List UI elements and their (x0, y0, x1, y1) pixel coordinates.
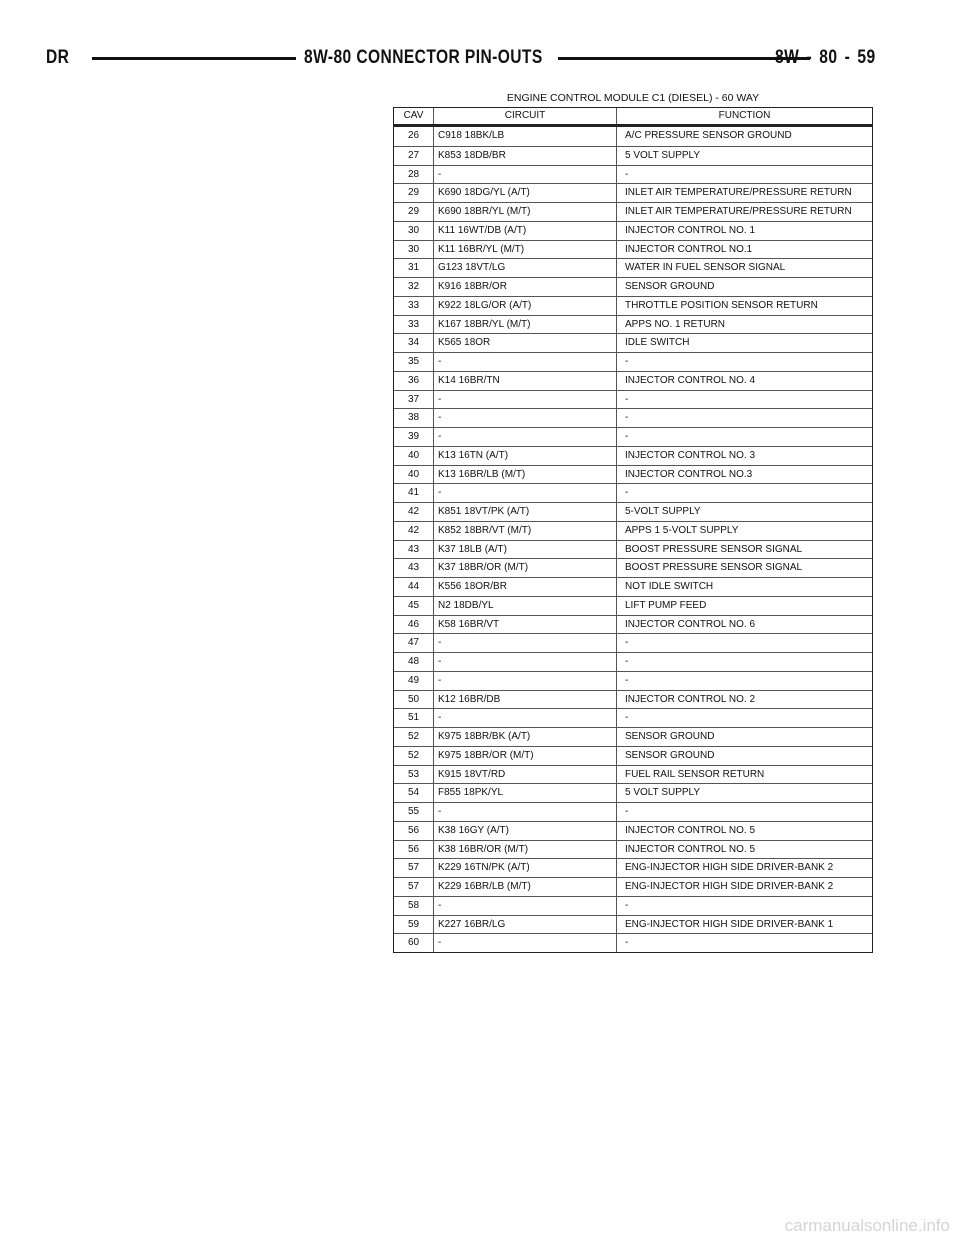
cav-cell: 36 (394, 372, 434, 390)
circuit-cell: K565 18OR (434, 334, 617, 352)
function-cell: INJECTOR CONTROL NO.1 (625, 243, 753, 255)
header-rule-right (558, 57, 810, 60)
table-row (394, 652, 872, 671)
cav-cell: 33 (394, 297, 434, 315)
function-cell: INJECTOR CONTROL NO. 4 (625, 374, 756, 386)
table-header-row (394, 108, 872, 127)
function-cell: - (625, 899, 629, 911)
circuit-cell: - (434, 166, 617, 184)
circuit-cell: K852 18BR/VT (M/T) (434, 522, 617, 540)
circuit-cell: K556 18OR/BR (434, 578, 617, 596)
cav-cell: 60 (394, 934, 434, 952)
table-row (394, 296, 872, 315)
cav-cell: 35 (394, 353, 434, 371)
function-cell: INLET AIR TEMPERATURE/PRESSURE RETURN (625, 187, 852, 199)
function-cell: ENG-INJECTOR HIGH SIDE DRIVER-BANK 1 (625, 918, 834, 930)
cav-cell: 33 (394, 316, 434, 334)
table-row (394, 821, 872, 840)
function-cell: NOT IDLE SWITCH (625, 581, 714, 592)
table-row (394, 446, 872, 465)
cav-cell: 32 (394, 278, 434, 296)
circuit-cell: K690 18DG/YL (A/T) (434, 184, 617, 202)
cav-cell: 52 (394, 747, 434, 765)
table-row (394, 915, 872, 934)
cav-cell: 59 (394, 916, 434, 934)
function-cell: 5 VOLT SUPPLY (625, 787, 701, 799)
cav-cell: 38 (394, 409, 434, 427)
table-row (394, 315, 872, 334)
function-cell: ENG-INJECTOR HIGH SIDE DRIVER-BANK 2 (625, 881, 834, 892)
circuit-cell: N2 18DB/YL (434, 597, 617, 615)
circuit-cell: K13 16BR/LB (M/T) (434, 466, 617, 484)
cav-cell: 26 (394, 127, 434, 146)
function-cell: ENG-INJECTOR HIGH SIDE DRIVER-BANK 2 (625, 862, 834, 874)
watermark: carmanualsonline.info (784, 1216, 950, 1235)
table-row (394, 746, 872, 765)
cav-cell: 42 (394, 522, 434, 540)
cav-cell: 52 (394, 728, 434, 746)
function-cell: 5 VOLT SUPPLY (625, 149, 701, 161)
function-cell: SENSOR GROUND (625, 731, 715, 742)
function-cell: SENSOR GROUND (625, 281, 715, 292)
table-row (394, 690, 872, 709)
function-cell: INJECTOR CONTROL NO. 6 (625, 618, 756, 630)
cav-cell: 58 (394, 897, 434, 915)
cav-cell: 30 (394, 222, 434, 240)
function-cell: - (625, 656, 629, 667)
table-row (394, 765, 872, 784)
table-row (394, 333, 872, 352)
function-cell: - (625, 393, 629, 405)
circuit-cell: K975 18BR/BK (A/T) (434, 728, 617, 746)
function-cell: APPS 1 5-VOLT SUPPLY (625, 524, 739, 536)
function-cell: - (625, 487, 629, 499)
function-cell: - (625, 168, 629, 180)
circuit-cell: K13 16TN (A/T) (434, 447, 617, 465)
function-cell: INLET AIR TEMPERATURE/PRESSURE RETURN (625, 206, 852, 217)
circuit-cell: K853 18DB/BR (434, 147, 617, 165)
table-row (394, 390, 872, 409)
circuit-cell: K12 16BR/DB (434, 691, 617, 709)
cav-cell: 45 (394, 597, 434, 615)
cav-cell: 41 (394, 484, 434, 502)
header-page-number: 8W - 80 - 59 (775, 47, 876, 68)
circuit-cell: K14 16BR/TN (434, 372, 617, 390)
function-cell: APPS NO. 1 RETURN (625, 318, 726, 330)
table-row (394, 483, 872, 502)
cav-cell: 27 (394, 147, 434, 165)
cav-cell: 55 (394, 803, 434, 821)
circuit-cell: F855 18PK/YL (434, 784, 617, 802)
cav-cell: 44 (394, 578, 434, 596)
table-row (394, 277, 872, 296)
table-title: ENGINE CONTROL MODULE C1 (DIESEL) - 60 WAY (506, 92, 760, 104)
cav-cell: 39 (394, 428, 434, 446)
table-row (394, 577, 872, 596)
cav-cell: 29 (394, 203, 434, 221)
table-row (394, 165, 872, 184)
cav-cell: 37 (394, 391, 434, 409)
table-row (394, 727, 872, 746)
circuit-cell: - (434, 391, 617, 409)
column-header-function: FUNCTION (718, 110, 771, 121)
circuit-cell: - (434, 428, 617, 446)
table-row (394, 202, 872, 221)
table-row (394, 615, 872, 634)
circuit-cell: - (434, 672, 617, 690)
function-cell: THROTTLE POSITION SENSOR RETURN (625, 299, 818, 311)
circuit-cell: K11 16BR/YL (M/T) (434, 241, 617, 259)
table-row (394, 352, 872, 371)
circuit-cell: - (434, 634, 617, 652)
table-row (394, 258, 872, 277)
table-row (394, 521, 872, 540)
function-cell: INJECTOR CONTROL NO. 2 (625, 693, 756, 705)
cav-cell: 28 (394, 166, 434, 184)
cav-cell: 43 (394, 541, 434, 559)
circuit-cell: - (434, 934, 617, 952)
circuit-cell: G123 18VT/LG (434, 259, 617, 277)
function-cell: BOOST PRESSURE SENSOR SIGNAL (625, 543, 803, 555)
cav-cell: 29 (394, 184, 434, 202)
table-row (394, 596, 872, 615)
cav-cell: 31 (394, 259, 434, 277)
circuit-cell: K227 16BR/LG (434, 916, 617, 934)
function-cell: LIFT PUMP FEED (625, 599, 707, 611)
table-row (394, 540, 872, 559)
table-row (394, 840, 872, 859)
circuit-cell: K58 16BR/VT (434, 616, 617, 634)
header-title: 8W-80 CONNECTOR PIN-OUTS (304, 47, 543, 68)
function-cell: A/C PRESSURE SENSOR GROUND (625, 130, 792, 141)
column-header-circuit: CIRCUIT (434, 108, 617, 124)
cav-cell: 50 (394, 691, 434, 709)
circuit-cell: K11 16WT/DB (A/T) (434, 222, 617, 240)
circuit-cell: K37 18LB (A/T) (434, 541, 617, 559)
circuit-cell: - (434, 484, 617, 502)
cav-cell: 42 (394, 503, 434, 521)
circuit-cell: K851 18VT/PK (A/T) (434, 503, 617, 521)
circuit-cell: K229 16BR/LB (M/T) (434, 878, 617, 896)
table-row (394, 127, 872, 146)
table-row (394, 896, 872, 915)
function-cell: - (625, 356, 629, 367)
table-row (394, 183, 872, 202)
cav-cell: 47 (394, 634, 434, 652)
table-row (394, 783, 872, 802)
table-row (394, 877, 872, 896)
function-cell: - (625, 937, 629, 949)
table-row (394, 502, 872, 521)
table-row (394, 858, 872, 877)
header-section-code: DR (46, 47, 70, 68)
circuit-cell: - (434, 897, 617, 915)
cav-cell: 56 (394, 822, 434, 840)
circuit-cell: K229 16TN/PK (A/T) (434, 859, 617, 877)
column-header-cav: CAV (394, 108, 434, 124)
page-header (46, 44, 876, 76)
cav-cell: 51 (394, 709, 434, 727)
circuit-cell: - (434, 709, 617, 727)
function-cell: 5-VOLT SUPPLY (625, 506, 701, 517)
cav-cell: 49 (394, 672, 434, 690)
circuit-cell: - (434, 803, 617, 821)
circuit-cell: K38 16BR/OR (M/T) (434, 841, 617, 859)
cav-cell: 57 (394, 878, 434, 896)
header-rule-left (92, 57, 296, 60)
circuit-cell: K690 18BR/YL (M/T) (434, 203, 617, 221)
function-cell: - (625, 712, 629, 724)
circuit-cell: K975 18BR/OR (M/T) (434, 747, 617, 765)
circuit-cell: - (434, 653, 617, 671)
function-cell: - (625, 806, 629, 817)
connector-pinout-table (393, 107, 873, 953)
function-cell: INJECTOR CONTROL NO. 1 (625, 224, 756, 236)
table-row (394, 558, 872, 577)
circuit-cell: - (434, 353, 617, 371)
cav-cell: 54 (394, 784, 434, 802)
table-row (394, 371, 872, 390)
function-cell: SENSOR GROUND (625, 749, 715, 761)
table-row (394, 671, 872, 690)
cav-cell: 40 (394, 447, 434, 465)
cav-cell: 46 (394, 616, 434, 634)
cav-cell: 48 (394, 653, 434, 671)
cav-cell: 43 (394, 559, 434, 577)
cav-cell: 40 (394, 466, 434, 484)
table-row (394, 240, 872, 259)
table-row (394, 933, 872, 952)
table-row (394, 221, 872, 240)
cav-cell: 53 (394, 766, 434, 784)
table-row (394, 633, 872, 652)
function-cell: - (625, 674, 629, 686)
table-row (394, 427, 872, 446)
function-cell: INJECTOR CONTROL NO. 5 (625, 824, 756, 836)
function-cell: IDLE SWITCH (625, 337, 690, 349)
cav-cell: 56 (394, 841, 434, 859)
table-row (394, 802, 872, 821)
function-cell: - (625, 412, 629, 424)
circuit-cell: K167 18BR/YL (M/T) (434, 316, 617, 334)
table-row (394, 465, 872, 484)
table-row (394, 708, 872, 727)
table-row (394, 408, 872, 427)
cav-cell: 34 (394, 334, 434, 352)
cav-cell: 57 (394, 859, 434, 877)
function-cell: - (625, 431, 629, 442)
function-cell: INJECTOR CONTROL NO. 3 (625, 449, 756, 461)
circuit-cell: K38 16GY (A/T) (434, 822, 617, 840)
circuit-cell: C918 18BK/LB (434, 127, 617, 146)
circuit-cell: K915 18VT/RD (434, 766, 617, 784)
function-cell: INJECTOR CONTROL NO.3 (625, 468, 753, 480)
function-cell: BOOST PRESSURE SENSOR SIGNAL (625, 562, 803, 574)
circuit-cell: - (434, 409, 617, 427)
cav-cell: 30 (394, 241, 434, 259)
circuit-cell: K922 18LG/OR (A/T) (434, 297, 617, 315)
function-cell: FUEL RAIL SENSOR RETURN (625, 768, 765, 780)
circuit-cell: K916 18BR/OR (434, 278, 617, 296)
function-cell: INJECTOR CONTROL NO. 5 (625, 843, 756, 855)
function-cell: - (625, 637, 629, 649)
function-cell: WATER IN FUEL SENSOR SIGNAL (625, 262, 786, 274)
circuit-cell: K37 18BR/OR (M/T) (434, 559, 617, 577)
table-row (394, 146, 872, 165)
